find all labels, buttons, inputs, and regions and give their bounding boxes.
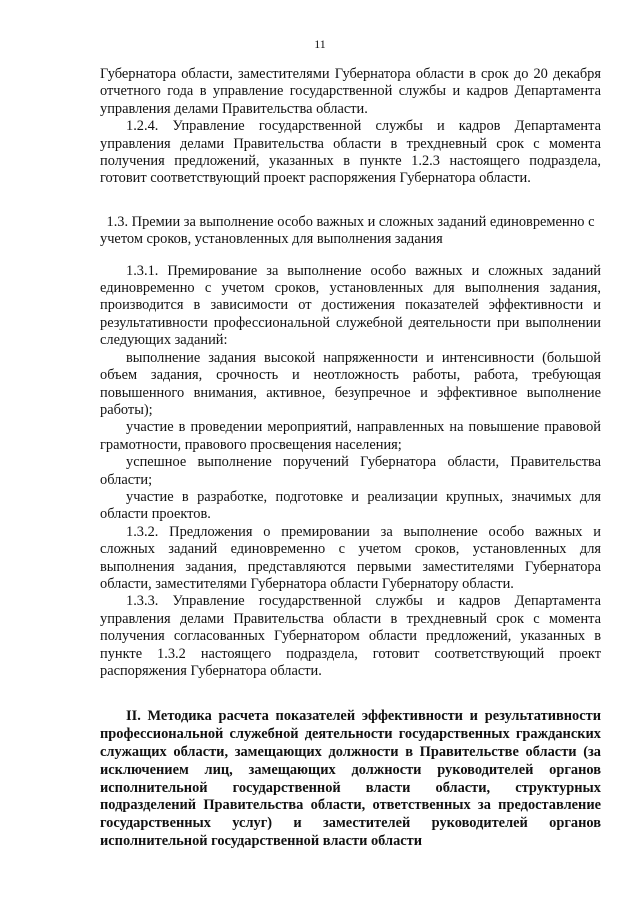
paragraph-continuation: Губернатора области, заместителями Губернатора области в срок до 20 декабря отчетного года в управление государственной службы и кадров Департамента управления делами Правительства области. bbox=[100, 66, 601, 117]
paragraph-1-3-2: 1.3.2. Предложения о премировании за выполнение особо важных и сложных заданий единовременно с учетом сроков, установленных для выполнения задания, представляются первыми заместителями Губернатора области, заместителями Губернатора области Губернатору области. bbox=[100, 523, 601, 592]
paragraph-1-3-1: 1.3.1. Премирование за выполнение особо важных и сложных заданий единовременно с учетом сроков, установленных для выполнения задания, производится в зависимости от достижения показателей эффективности и результативности профессиональной служебной деятельности при выполнении следующих заданий: bbox=[100, 262, 601, 349]
list-item-governor-orders: успешное выполнение поручений Губернатора области, Правительства области; bbox=[100, 454, 601, 488]
paragraph-1-3-3: 1.3.3. Управление государственной службы и кадров Департамента управления делами Правительства области в трехдневный срок с момента получения согласованных Губернатором области предложений, указанных в пункте 1.3.2 настоящего подраздела, готовит соответствующий проект распоряжения Губернатора области. bbox=[100, 593, 601, 679]
list-item-major-projects: участие в разработке, подготовке и реализации крупных, значимых для области проектов. bbox=[100, 488, 601, 523]
section-heading-II: II. Методика расчета показателей эффективности и результативности профессиональной служебной деятельности государственных гражданских служащих области, замещающих должности в Правительстве области (за исключением лиц, замещающих должности руководителей органов исполнительной государственной власти области, структурных подразделений Правительства области, ответственных за предоставление государственных услуг) и заместителей руководителей органов исполнительной государственной власти области bbox=[100, 708, 601, 849]
list-item-legal-literacy: участие в проведении мероприятий, направленных на повышение правовой грамотности, правового просвещения населения; bbox=[100, 419, 601, 453]
subsection-heading-1-3: 1.3. Премии за выполнение особо важных и сложных заданий единовременно с учетом сроков, установленных для выполнения задания bbox=[100, 213, 595, 248]
document-body bbox=[100, 66, 601, 851]
paragraph-1-2-4: 1.2.4. Управление государственной службы и кадров Департамента управления делами Правительства области в трехдневный срок с момента получения предложений, указанных в пункте 1.2.3 настоящего подраздела, готовит соответствующий проект распоряжения Губернатора области. bbox=[100, 118, 601, 187]
list-item-high-intensity: выполнение задания высокой напряженности и интенсивности (большой объем задания, срочность и неотложность работы, работа, требующая повышенного внимания, активное, безупречное и эффективное выполнение работы); bbox=[100, 349, 601, 418]
page-number: 11 bbox=[314, 37, 326, 51]
